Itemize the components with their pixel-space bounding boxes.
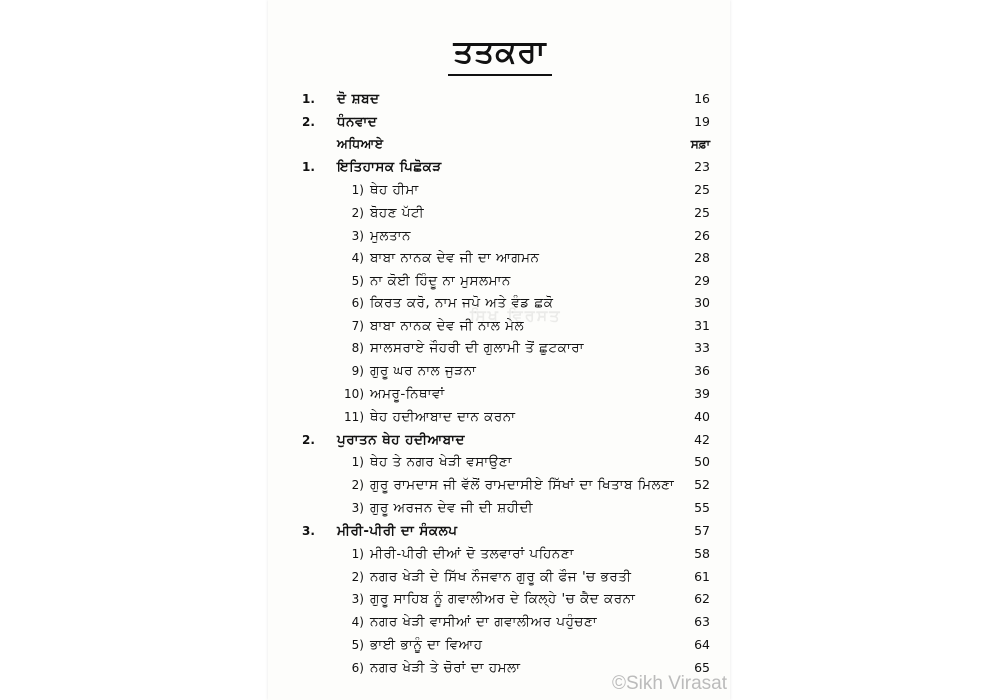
- toc-entry: [0, 406, 1000, 428]
- toc-entry-number: 3.: [302, 524, 315, 538]
- toc-entry-title: ਥੇਹ ਤੇ ਨਗਰ ਖੇੜੀ ਵਸਾਉਣਾ: [370, 454, 513, 470]
- toc-entry-title: ਨਾ ਕੋਈ ਹਿੰਦੂ ਨਾ ਮੁਸਲਮਾਨ: [370, 273, 511, 289]
- toc-entry-title: ਕਿਰਤ ਕਰੋ, ਨਾਮ ਜਪੋ ਅਤੇ ਵੰਡ ਛਕੋ: [370, 295, 554, 311]
- toc-entry: [0, 566, 1000, 588]
- toc-entry-page-number: 55: [694, 500, 710, 515]
- toc-entry: [0, 634, 1000, 656]
- toc-entry-title: ਗੁਰੂ ਘਰ ਨਾਲ ਜੁੜਨਾ: [370, 363, 477, 379]
- toc-entry-number: 6): [351, 661, 364, 675]
- toc-entry-title: ਭਾਈ ਭਾਨੂੰ ਦਾ ਵਿਆਹ: [370, 637, 483, 653]
- toc-entry-number: 6): [351, 296, 364, 310]
- toc-entry-number: 2): [351, 478, 364, 492]
- toc-entry-page-number: 29: [694, 273, 710, 288]
- toc-entry-number: 2.: [302, 433, 315, 447]
- toc-entry: [0, 543, 1000, 565]
- toc-entry: [0, 111, 1000, 133]
- toc-entry-title: ਗੁਰੂ ਸਾਹਿਬ ਨੂੰ ਗਵਾਲੀਅਰ ਦੇ ਕਿਲ੍ਹੇ 'ਚ ਕੈਦ ਕਰਨਾ: [370, 591, 636, 607]
- toc-entry-title: ਦੋ ਸ਼ਬਦ: [337, 91, 380, 107]
- toc-entry-page-number: 61: [694, 569, 710, 584]
- toc-entry-page-number: 50: [694, 454, 710, 469]
- toc-entry-page-number: 26: [694, 228, 710, 243]
- toc-entry-number: 10): [344, 387, 364, 401]
- toc-entry-title: ਸਾਲਸਰਾਏ ਜੌਹਰੀ ਦੀ ਗੁਲਾਮੀ ਤੋਂ ਛੁਟਕਾਰਾ: [370, 340, 584, 356]
- toc-entry-page-number: 33: [694, 340, 710, 355]
- toc-entry-page-number: 65: [694, 660, 710, 675]
- toc-entry-page-number: 58: [694, 546, 710, 561]
- toc-entry-page-number: 62: [694, 591, 710, 606]
- toc-entry: [0, 179, 1000, 201]
- toc-entry-number: 4): [351, 615, 364, 629]
- toc-entry: [0, 337, 1000, 359]
- toc-entry-number: 3): [351, 592, 364, 606]
- toc-entry-number: 2.: [302, 115, 315, 129]
- toc-entry: [0, 429, 1000, 451]
- toc-entry-number: 1): [351, 455, 364, 469]
- toc-entry-page-number: 30: [694, 295, 710, 310]
- toc-entry-page-number: 25: [694, 182, 710, 197]
- toc-entry: [0, 315, 1000, 337]
- toc-entry-title: ਮੀਰੀ-ਪੀਰੀ ਦੀਆਂ ਦੋ ਤਲਵਾਰਾਂ ਪਹਿਨਣਾ: [370, 546, 574, 562]
- toc-entry-title: ਮੁਲਤਾਨ: [370, 228, 411, 244]
- toc-entry: [0, 520, 1000, 542]
- toc-entry-title: ਨਗਰ ਖੇੜੀ ਵਾਸੀਆਂ ਦਾ ਗਵਾਲੀਅਰ ਪਹੁੰਚਣਾ: [370, 614, 598, 630]
- toc-entry-number: 1): [351, 183, 364, 197]
- toc-entry-number: 3): [351, 501, 364, 515]
- toc-entry-number: 1.: [302, 160, 315, 174]
- page-title-text: ਤਤਕਰਾ: [448, 34, 553, 76]
- toc-entry-title: ਇਤਿਹਾਸਕ ਪਿਛੋਕੜ: [337, 159, 442, 175]
- toc-entry-title: ਗੁਰੂ ਅਰਜਨ ਦੇਵ ਜੀ ਦੀ ਸ਼ਹੀਦੀ: [370, 500, 534, 516]
- toc-entry-number: 1.: [302, 92, 315, 106]
- toc-entry-number: 8): [351, 341, 364, 355]
- toc-entry-page-number: 64: [694, 637, 710, 652]
- toc-entry-page-number: 57: [694, 523, 710, 538]
- toc-entry-number: 1): [351, 547, 364, 561]
- toc-column-header: [0, 133, 1000, 155]
- faint-watermark-text: ਸਿਖ ਵਿਰਸਤ: [470, 306, 562, 325]
- toc-entry: [0, 247, 1000, 269]
- toc-entry-title: ਮੀਰੀ-ਪੀਰੀ ਦਾ ਸੰਕਲਪ: [337, 523, 458, 539]
- toc-entry-page-number: 39: [694, 386, 710, 401]
- toc-entry-page-number: 36: [694, 363, 710, 378]
- toc-entry-page-number: 16: [694, 91, 710, 106]
- toc-entry-title: ਗੁਰੂ ਰਾਮਦਾਸ ਜੀ ਵੱਲੋਂ ਰਾਮਦਾਸੀਏ ਸਿੱਖਾਂ ਦਾ ਖਿਤਾਬ ਮਿਲਣਾ: [370, 477, 675, 493]
- toc-entry-page-number: ਸਫ਼ਾ: [690, 137, 710, 151]
- toc-entry-title: ਅਧਿਆਏ: [337, 136, 384, 151]
- toc-entry-number: 9): [351, 364, 364, 378]
- toc-entry-number: 2): [351, 570, 364, 584]
- toc-entry-number: 11): [344, 410, 364, 424]
- toc-entry-page-number: 40: [694, 409, 710, 424]
- toc-entry: [0, 292, 1000, 314]
- toc-entry-number: 5): [351, 638, 364, 652]
- toc-entry-page-number: 28: [694, 250, 710, 265]
- toc-entry: [0, 474, 1000, 496]
- toc-entry: [0, 451, 1000, 473]
- toc-entry-page-number: 52: [694, 477, 710, 492]
- toc-entry-title: ਥੇਹ ਹਦੀਆਬਾਦ ਦਾਨ ਕਰਨਾ: [370, 409, 516, 425]
- toc-entry: [0, 88, 1000, 110]
- toc-entry: [0, 497, 1000, 519]
- toc-entry-page-number: 23: [694, 159, 710, 174]
- toc-entry-number: 4): [351, 251, 364, 265]
- toc-entry-number: 7): [351, 319, 364, 333]
- toc-entry: [0, 588, 1000, 610]
- toc-entry: [0, 225, 1000, 247]
- toc-entry-number: 5): [351, 274, 364, 288]
- toc-entry-page-number: 63: [694, 614, 710, 629]
- toc-entry-title: ਨਗਰ ਖੇੜੀ ਤੇ ਚੋਰਾਂ ਦਾ ਹਮਲਾ: [370, 660, 521, 676]
- toc-entry-title: ਨਗਰ ਖੇੜੀ ਦੇ ਸਿੱਖ ਨੌਜਵਾਨ ਗੁਰੂ ਕੀ ਫੌਜ 'ਚ ਭਰਤੀ: [370, 569, 632, 585]
- toc-entry-title: ਪੁਰਾਤਨ ਥੇਹ ਹਦੀਆਬਾਦ: [337, 432, 465, 448]
- toc-entry-title: ਧੰਨਵਾਦ: [337, 114, 378, 130]
- copyright-watermark: ©Sikh Virasat: [612, 673, 728, 694]
- toc-entry: [0, 611, 1000, 633]
- toc-entry: [0, 383, 1000, 405]
- toc-entry-page-number: 42: [694, 432, 710, 447]
- toc-entry-title: ਅਮਰੂ-ਨਿਥਾਵਾਂ: [370, 386, 445, 402]
- toc-entry-title: ਬਾਬਾ ਨਾਨਕ ਦੇਵ ਜੀ ਨਾਲ ਮੇਲ: [370, 318, 525, 334]
- page-title: [0, 34, 1000, 76]
- toc-entry-page-number: 25: [694, 205, 710, 220]
- toc-entry-number: 2): [351, 206, 364, 220]
- toc-entry-page-number: 19: [694, 114, 710, 129]
- toc-entry: [0, 156, 1000, 178]
- toc-entry-title: ਥੇਹ ਹੀਮਾ: [370, 182, 419, 198]
- toc-entry-page-number: 31: [694, 318, 710, 333]
- toc-entry: [0, 202, 1000, 224]
- toc-entry-title: ਬੋਹਣ ਪੱਟੀ: [370, 205, 425, 221]
- toc-entry-title: ਬਾਬਾ ਨਾਨਕ ਦੇਵ ਜੀ ਦਾ ਆਗਮਨ: [370, 250, 540, 266]
- toc-entry: [0, 360, 1000, 382]
- toc-entry: [0, 270, 1000, 292]
- toc-entry: [0, 657, 1000, 679]
- toc-entry-number: 3): [351, 229, 364, 243]
